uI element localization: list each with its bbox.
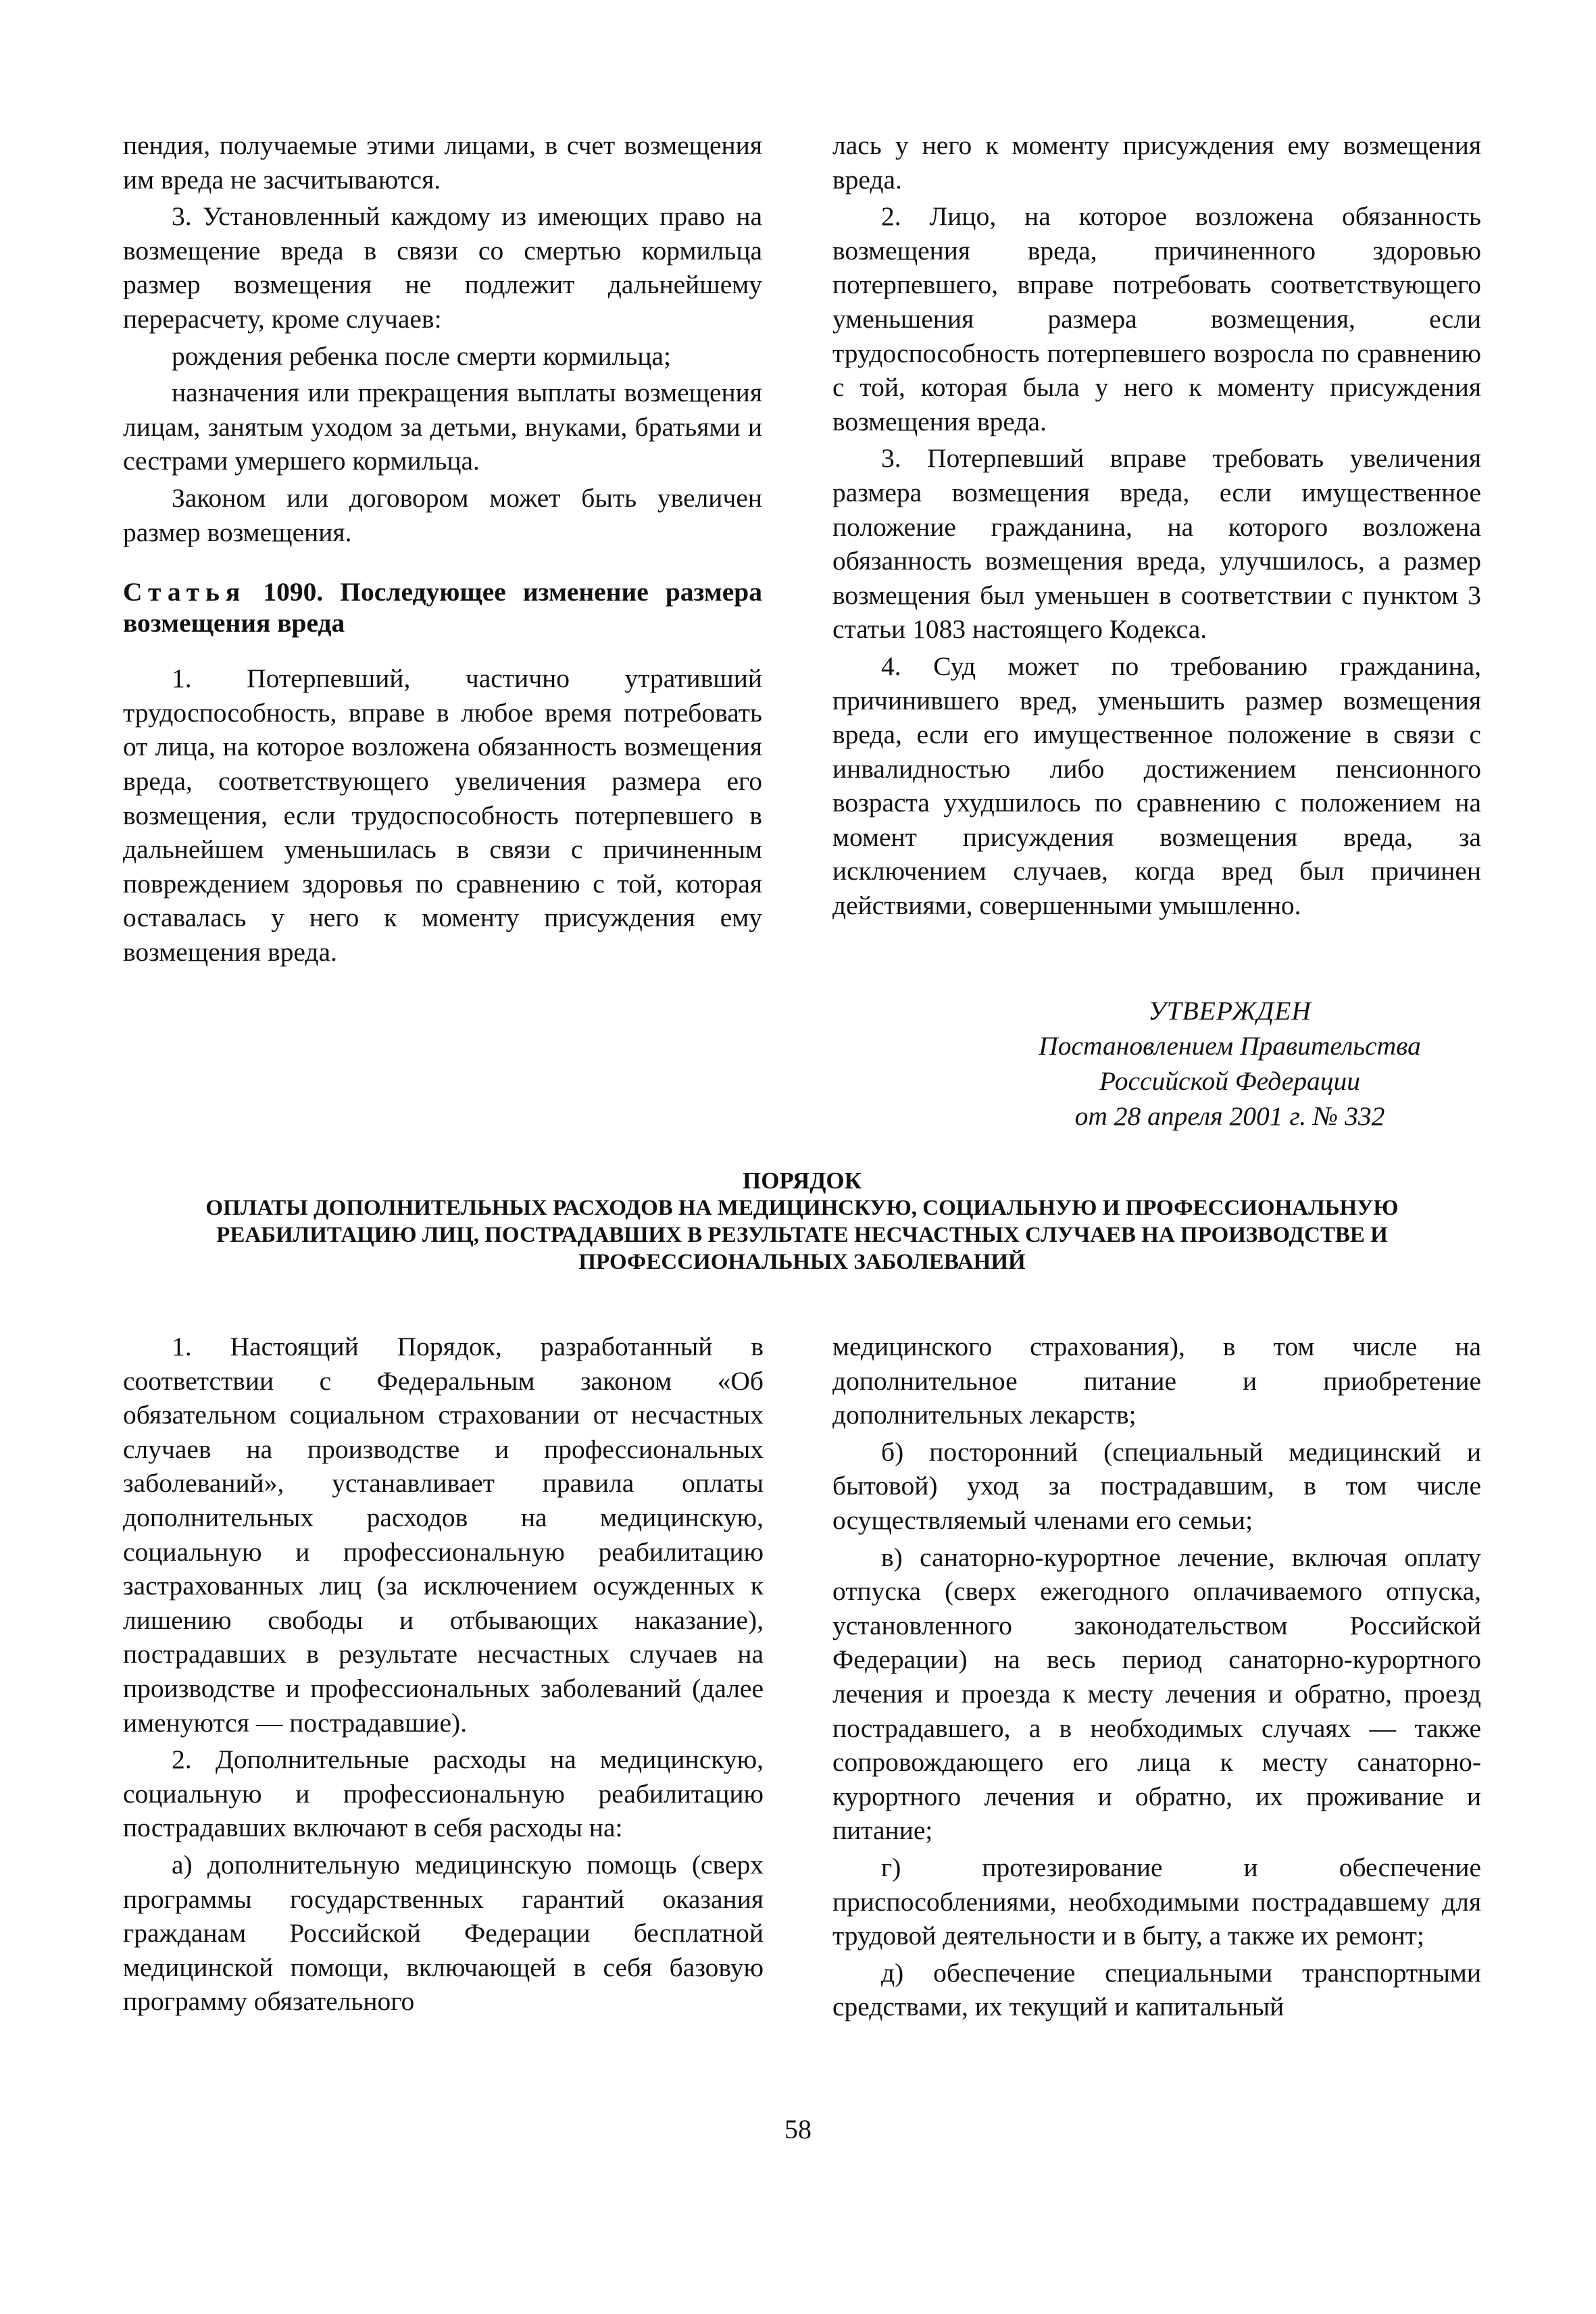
top-right-column <box>832 128 1481 926</box>
approval-date: от 28 апреля 2001 г. № 332 <box>1074 1101 1385 1131</box>
paragraph: д) обеспечение специальными транспортными средствами, их текущий и капитальный <box>832 1957 1481 2022</box>
approval-title: УТВЕРЖДЕН <box>1148 996 1312 1026</box>
paragraph: а) дополнительную медицинскую помощь (сверх программы государственных гарантий оказания гражданам Российской Федерации бесплатной медицинской помощи, включающей в себя базовую программу обязательного <box>123 1849 764 2017</box>
paragraph: 3. Потерпевший вправе требовать увеличения размера возмещения вреда, если имущественное положение гражданина, на которого возложена обязанность возмещения вреда, улучшилось, а размер возмещения был уменьшен в соответствии с пунктом 3 статьи 1083 настоящего Кодекса. <box>832 443 1481 645</box>
approval-stamp <box>980 993 1480 1134</box>
page-number: 58 <box>784 2114 812 2144</box>
paragraph: 2. Дополнительные расходы на медицинскую, социальную и профессиональную реабилитацию пострадавших включают в себя расходы на: <box>123 1744 764 1843</box>
paragraph: 1. Настоящий Порядок, разработанный в соответствии с Федеральным законом «Об обязательном социальном страховании от несчастных случаев на производстве и профессиональных заболеваний», устанавливает правила оплаты дополнительных расходов на медицинскую, социальную и профессиональную реабилитацию застрахованных лиц (за исключением осужденных к лишению свободы и отбывающих наказание), пострадавших в результате несчастных случаев на производстве и профессиональных заболеваний (далее именуются — пострадавшие). <box>123 1332 764 1738</box>
approval-line: Постановлением Правительства <box>1039 1031 1421 1061</box>
paragraph: 1. Потерпевший, частично утративший трудоспособность, вправе в любое время потребовать от лица, на которое возложена обязанность возмещения вреда, соответствующего увеличения размера его возмещения, если трудоспособность потерпевшего в дальнейшем уменьшилась в связи с причиненным повреждением здоровья по сравнению с той, которая оставалась у него к моменту присуждения ему возмещения вреда. <box>123 663 762 967</box>
paragraph: 3. Установленный каждому из имеющих право на возмещение вреда в связи со смертью кормильца размер возмещения не подлежит дальнейшему перерасчету, кроме случаев: <box>123 201 762 334</box>
approval-line: Российской Федерации <box>1099 1066 1360 1096</box>
paragraph: б) посторонний (специальный медицинский и бытовой) уход за пострадавшим, в том числе осуществляемый членами его семьи; <box>832 1436 1481 1535</box>
paragraph: г) протезирование и обеспечение приспособлениями, необходимыми пострадавшему для трудовой деятельности и в быту, а также их ремонт; <box>832 1852 1481 1951</box>
paragraph: лась у него к моменту присуждения ему возмещения вреда. <box>832 130 1481 195</box>
title-line: ПРОФЕССИОНАЛЬНЫХ ЗАБОЛЕВАНИЙ <box>578 1250 1026 1274</box>
top-left-column <box>123 128 762 972</box>
paragraph: 4. Суд может по требованию гражданина, причинившего вред, уменьшить размер возмещения вреда, если его имущественное положение в связи с инвалидностью либо достижением пенсионного возраста ухудшилось по сравнению с положением на момент присуждения возмещения вреда, за исключением случаев, когда вред был причинен действиями, совершенными умышленно. <box>832 651 1481 921</box>
article-title: 1090. Последующее изменение размера возмещения вреда <box>123 577 763 638</box>
bottom-right-column <box>832 1330 1481 2027</box>
title-line: ОПЛАТЫ ДОПОЛНИТЕЛЬНЫХ РАСХОДОВ НА МЕДИЦИНСКУЮ, СОЦИАЛЬНУЮ И ПРОФЕССИОНАЛЬНУЮ <box>205 1196 1399 1220</box>
document-title <box>123 1167 1481 1276</box>
article-word: Статья <box>123 577 247 607</box>
paragraph: пендия, получаемые этими лицами, в счет возмещения им вреда не засчитываются. <box>123 130 762 195</box>
paragraph: Законом или договором может быть увеличен размер возмещения. <box>123 482 762 547</box>
title-line: РЕАБИЛИТАЦИЮ ЛИЦ, ПОСТРАДАВШИХ В РЕЗУЛЬТАТЕ НЕСЧАСТНЫХ СЛУЧАЕВ НА ПРОИЗВОДСТВЕ И <box>216 1223 1388 1247</box>
article-heading <box>123 576 762 638</box>
paragraph: 2. Лицо, на которое возложена обязанность возмещения вреда, причиненного здоровью потерпевшего, вправе потребовать соответствующего уменьшения размера возмещения, если трудоспособность потерпевшего возросла по сравнению с той, которая была у него к моменту присуждения возмещения вреда. <box>832 201 1481 436</box>
bottom-left-column <box>123 1330 764 2021</box>
paragraph: медицинского страхования), в том числе на дополнительное питание и приобретение дополнительных лекарств; <box>832 1332 1481 1430</box>
paragraph: назначения или прекращения выплаты возмещения лицам, занятым уходом за детьми, внуками, братьями и сестрами умершего кормильца. <box>123 378 762 476</box>
paragraph: рождения ребенка после смерти кормильца; <box>172 341 671 371</box>
paragraph: в) санаторно-курортное лечение, включая оплату отпуска (сверх ежегодного оплачиваемого отпуска, установленного законодательством Российской Федерации) на весь период санаторно-курортного лечения и проезда к месту лечения и обратно, проезд пострадавшего, а в необходимых случаях — также сопровождающего его лица к месту санаторно-курортного лечения и обратно, их проживание и питание; <box>832 1542 1481 1846</box>
title-main: ПОРЯДОК <box>742 1167 862 1194</box>
